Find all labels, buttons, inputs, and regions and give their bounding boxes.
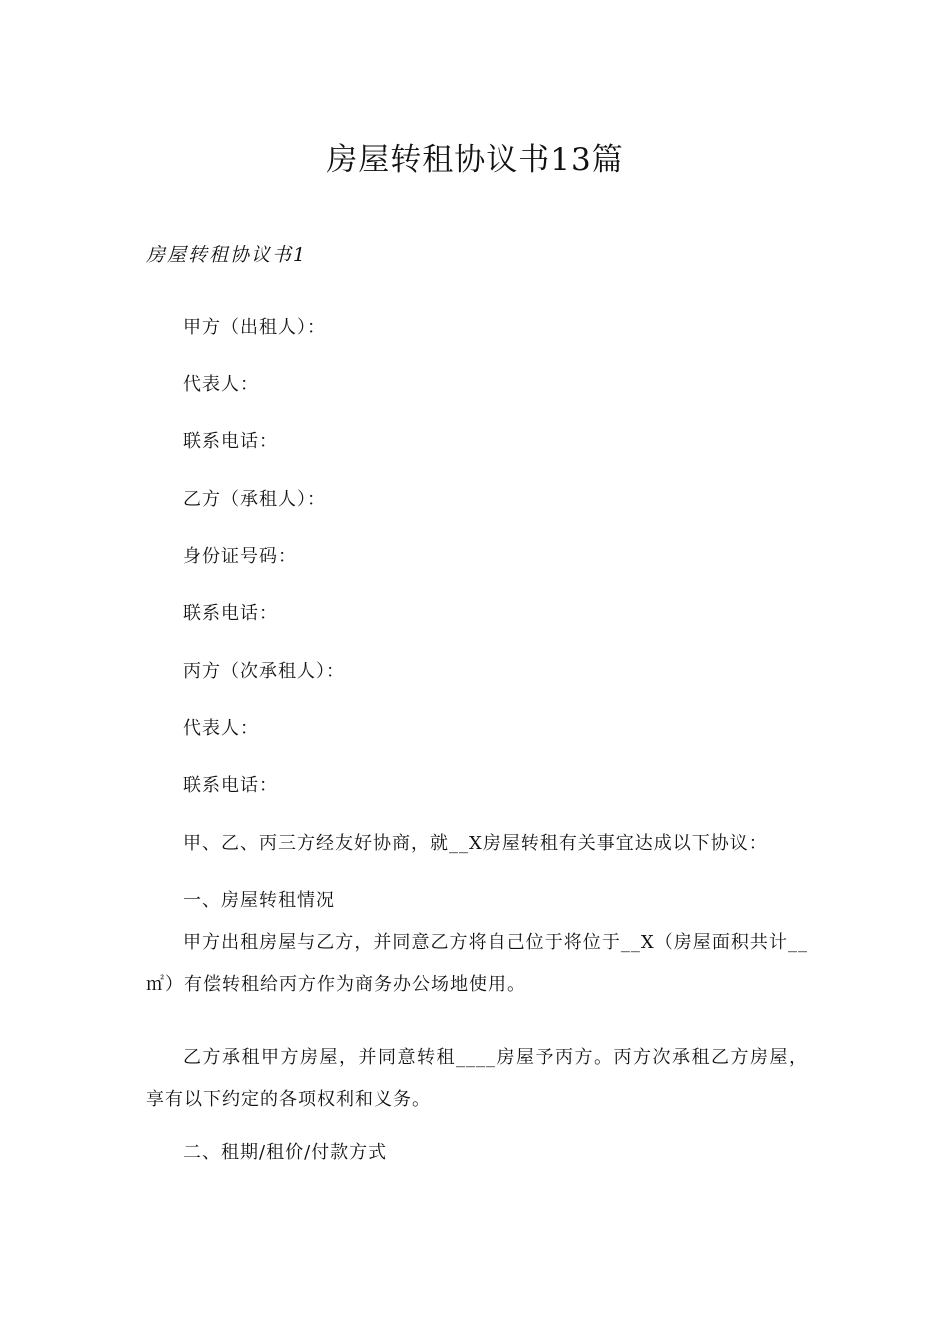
party-c-phone-line: 联系电话： [183, 775, 278, 796]
clause-1-heading: 一、房屋转租情况 [183, 890, 335, 911]
party-b-id-line: 身份证号码： [183, 546, 297, 567]
intro-line: 甲、乙、丙三方经友好协商，就__X房屋转租有关事宜达成以下协议： [183, 833, 768, 854]
party-a-representative-line: 代表人： [183, 374, 259, 395]
party-c-representative-line: 代表人： [183, 718, 259, 739]
document-title: 房屋转租协议书13篇 [326, 142, 624, 178]
party-b-phone-line: 联系电话： [183, 603, 278, 624]
clause-1-paragraph-1: 甲方出租房屋与乙方，并同意乙方将自己位于将位于__X（房屋面积共计__㎡）有偿转租给丙方作为商务办公场地使用。 [146, 932, 808, 995]
party-a-phone-line: 联系电话： [183, 431, 278, 452]
party-a-line: 甲方（出租人）： [183, 317, 326, 338]
party-c-line: 丙方（次承租人）： [183, 661, 345, 682]
clause-1-paragraph-2: 乙方承租甲方房屋，并同意转租____房屋予丙方。丙方次承租乙方房屋，享有以下约定的各项权利和义务。 [146, 1047, 808, 1110]
section-heading: 房屋转租协议书1 [146, 244, 308, 266]
clause-2-heading: 二、租期/租价/付款方式 [183, 1142, 388, 1163]
party-b-line: 乙方（承租人）： [183, 489, 326, 510]
